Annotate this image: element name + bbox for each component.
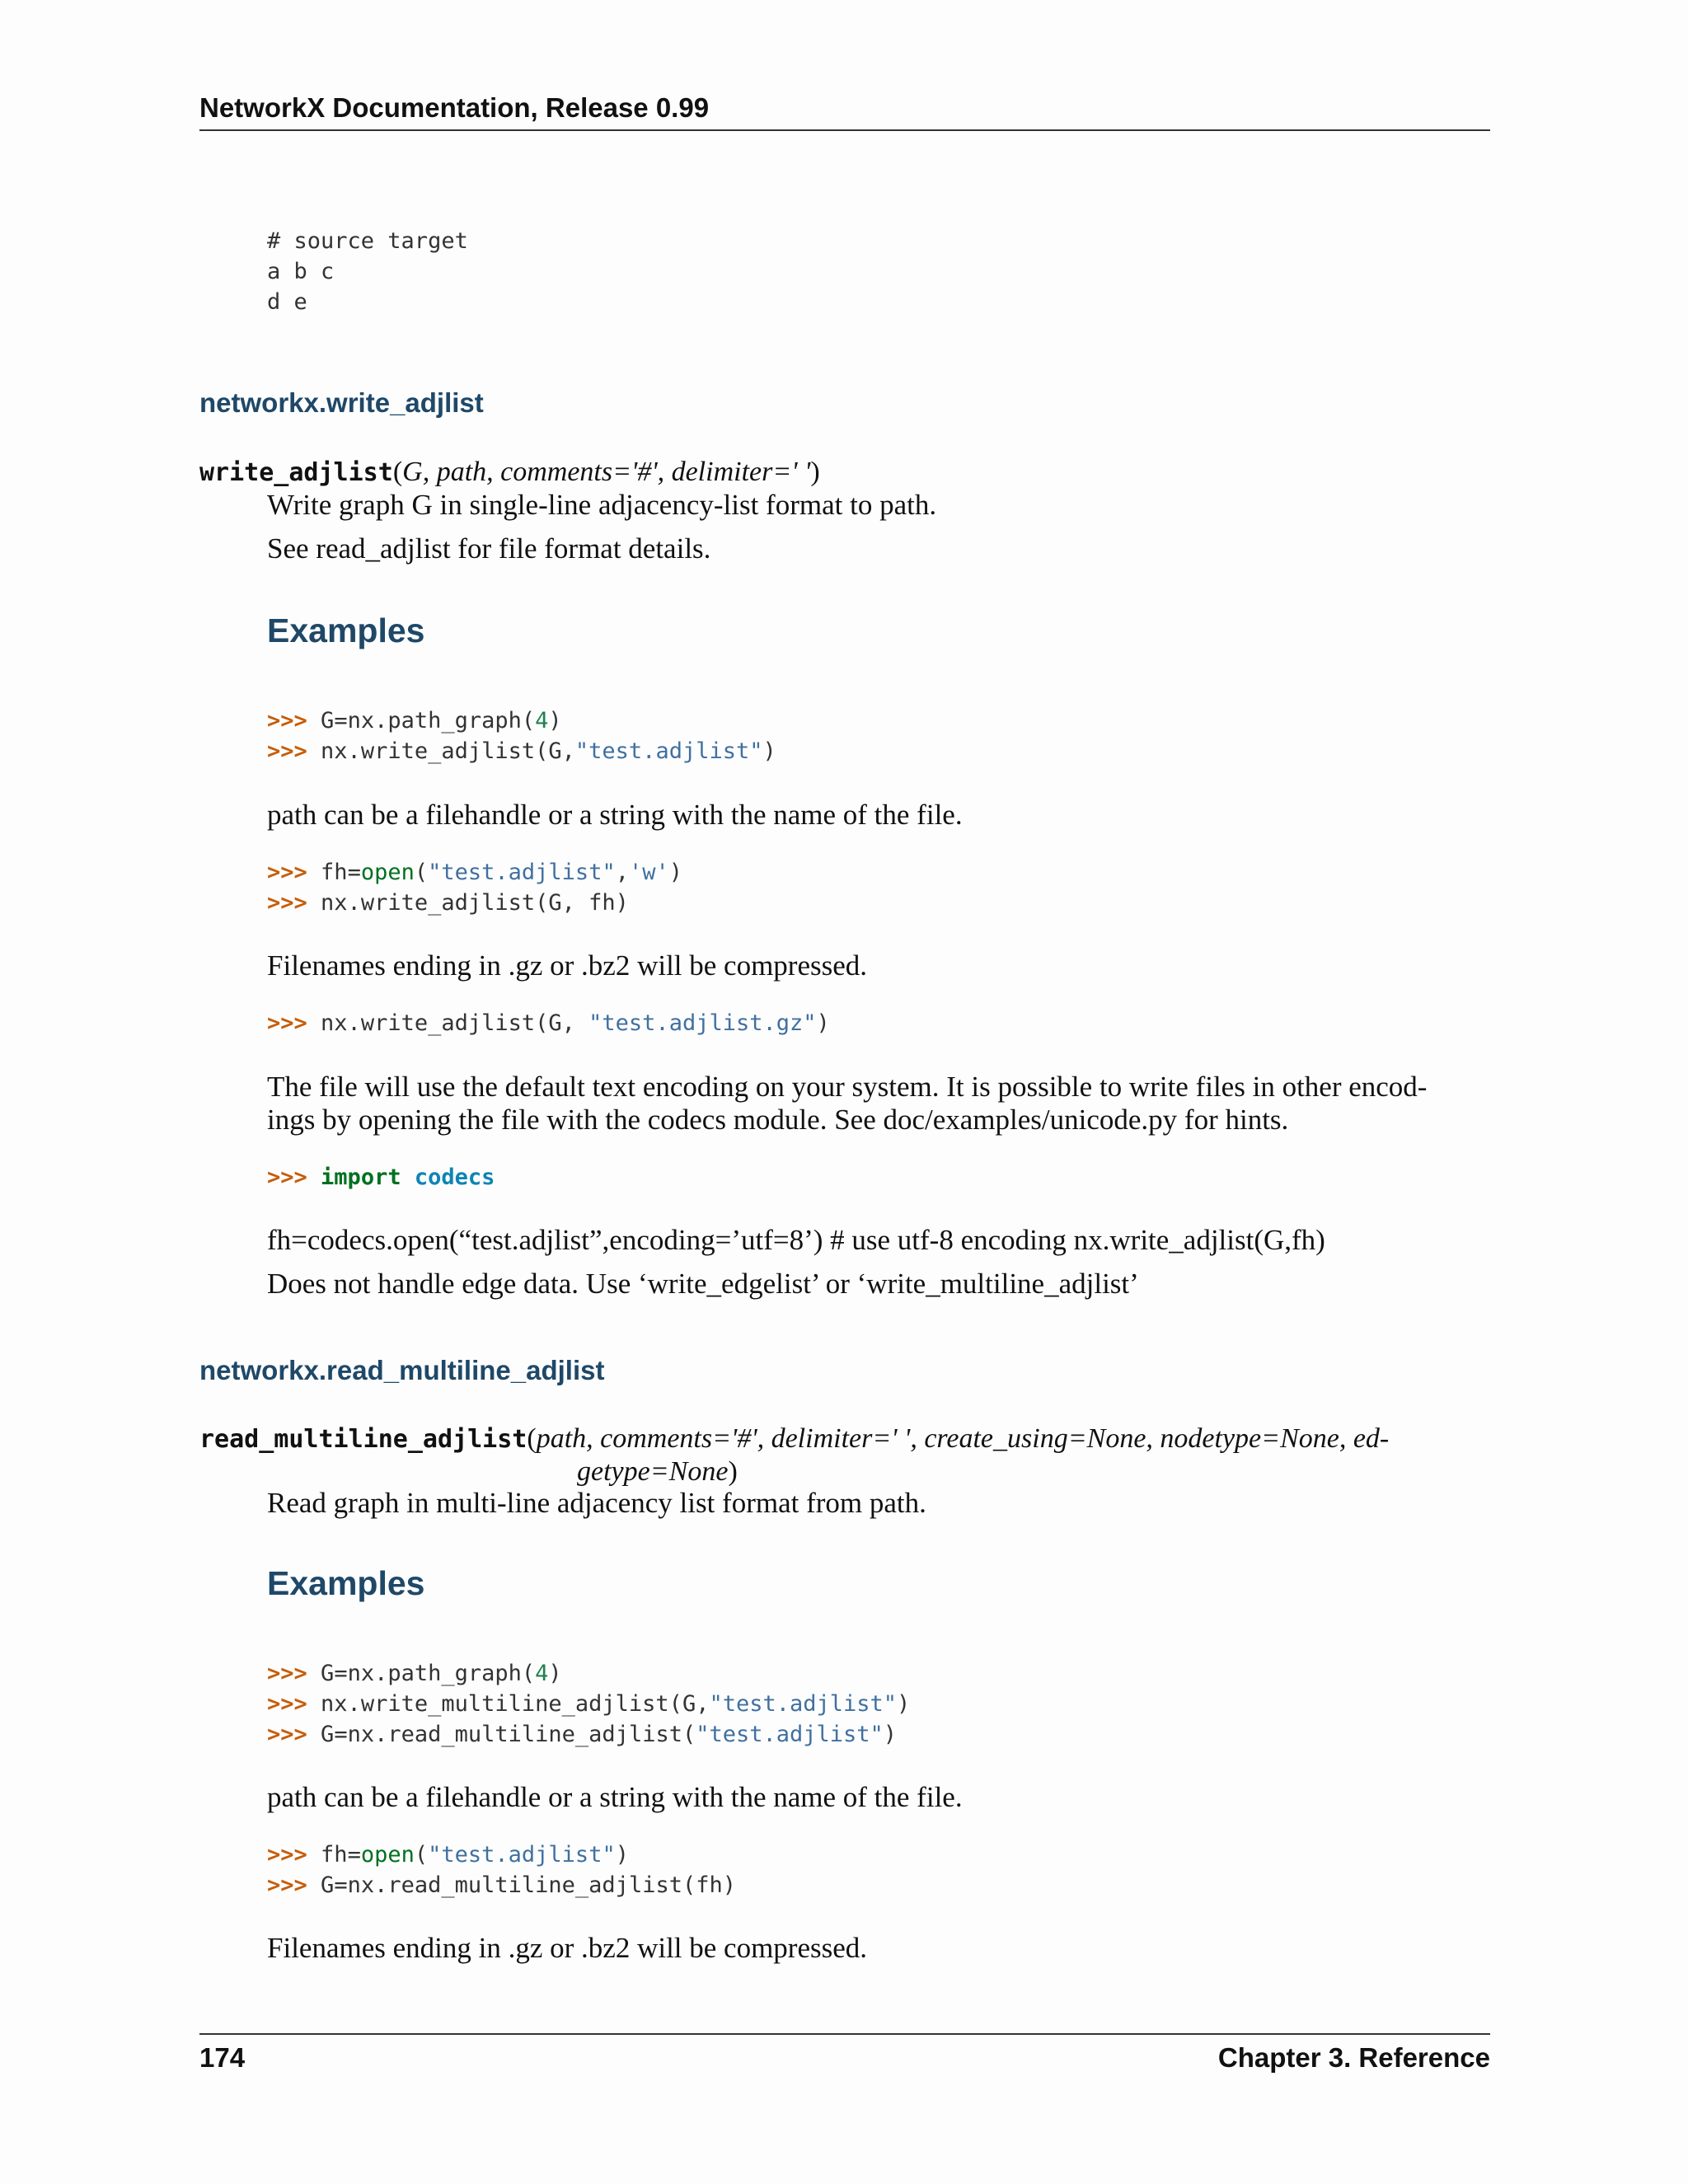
code-line: # source target: [267, 228, 468, 254]
running-header: NetworkX Documentation, Release 0.99: [199, 92, 710, 123]
function-args: path, comments='#', delimiter=' ', create_using=None, nodetype=None, ed-: [536, 1423, 1390, 1454]
examples-heading: Examples: [267, 1564, 425, 1602]
function-args: G, path, comments='#', delimiter=' ': [402, 457, 811, 487]
header-rule: [199, 129, 1490, 131]
footer-rule: [199, 2033, 1490, 2035]
code-line: a b c: [267, 259, 335, 284]
encoding-paragraph-line: ings by opening the file with the codecs module. See doc/examples/unicode.py for hints.: [267, 1104, 1289, 1136]
page-number: 174: [199, 2042, 246, 2073]
section-title-read-multiline-adjlist: networkx.read_multiline_adjlist: [199, 1355, 605, 1385]
edge-data-note: Does not handle edge data. Use ‘write_edgelist’ or ‘write_multiline_adjlist’: [267, 1268, 1139, 1300]
compression-note: Filenames ending in .gz or .bz2 will be compressed.: [267, 949, 868, 982]
compression-note: Filenames ending in .gz or .bz2 will be compressed.: [267, 1932, 868, 1964]
encoding-paragraph-line: The file will use the default text encoding on your system. It is possible to write files in other encod-: [267, 1071, 1428, 1103]
codecs-usage-line: fh=codecs.open(“test.adjlist”,encoding=’utf=8’) # use utf-8 encoding nx.write_adjlist(G,fh): [267, 1224, 1325, 1256]
function-signature-continuation: getype=None): [577, 1456, 738, 1487]
example-code-block: >>> fh=open("test.adjlist",'w') >>> nx.write_adjlist(G, fh): [267, 860, 683, 916]
function-name: write_adjlist: [199, 458, 393, 487]
path-note: path can be a filehandle or a string with the name of the file.: [267, 799, 963, 831]
chapter-label: Chapter 3. Reference: [1217, 2042, 1490, 2073]
example-code-block: >>> import codecs: [267, 1165, 495, 1190]
function-summary: Write graph G in single-line adjacency-list format to path.: [267, 489, 937, 521]
example-code-block: >>> G=nx.path_graph(4) >>> nx.write_multiline_adjlist(G,"test.adjlist") >>> G=nx.read_multiline_adjlist("test.adjlist"): [267, 1661, 911, 1747]
example-code-block: >>> nx.write_adjlist(G, "test.adjlist.gz"): [267, 1010, 830, 1036]
section-title-write-adjlist: networkx.write_adjlist: [199, 387, 484, 418]
function-summary: Read graph in multi-line adjacency list format from path.: [267, 1487, 926, 1519]
examples-heading: Examples: [267, 612, 425, 649]
top-code-block: [267, 226, 468, 317]
function-signature: read_multiline_adjlist(path, comments='#', delimiter=' ', create_using=None, nodetype=None, ed-: [199, 1423, 1390, 1454]
path-note: path can be a filehandle or a string with the name of the file.: [267, 1781, 963, 1813]
example-code-block: >>> fh=open("test.adjlist") >>> G=nx.read_multiline_adjlist(fh): [267, 1842, 736, 1898]
example-code-block: >>> G=nx.path_graph(4) >>> nx.write_adjlist(G,"test.adjlist"): [267, 708, 776, 764]
code-line: d e: [267, 289, 307, 315]
see-also-text: See read_adjlist for file format details.: [267, 532, 711, 565]
function-name: read_multiline_adjlist: [199, 1425, 528, 1454]
function-signature: write_adjlist(G, path, comments='#', delimiter=' '): [199, 457, 820, 487]
